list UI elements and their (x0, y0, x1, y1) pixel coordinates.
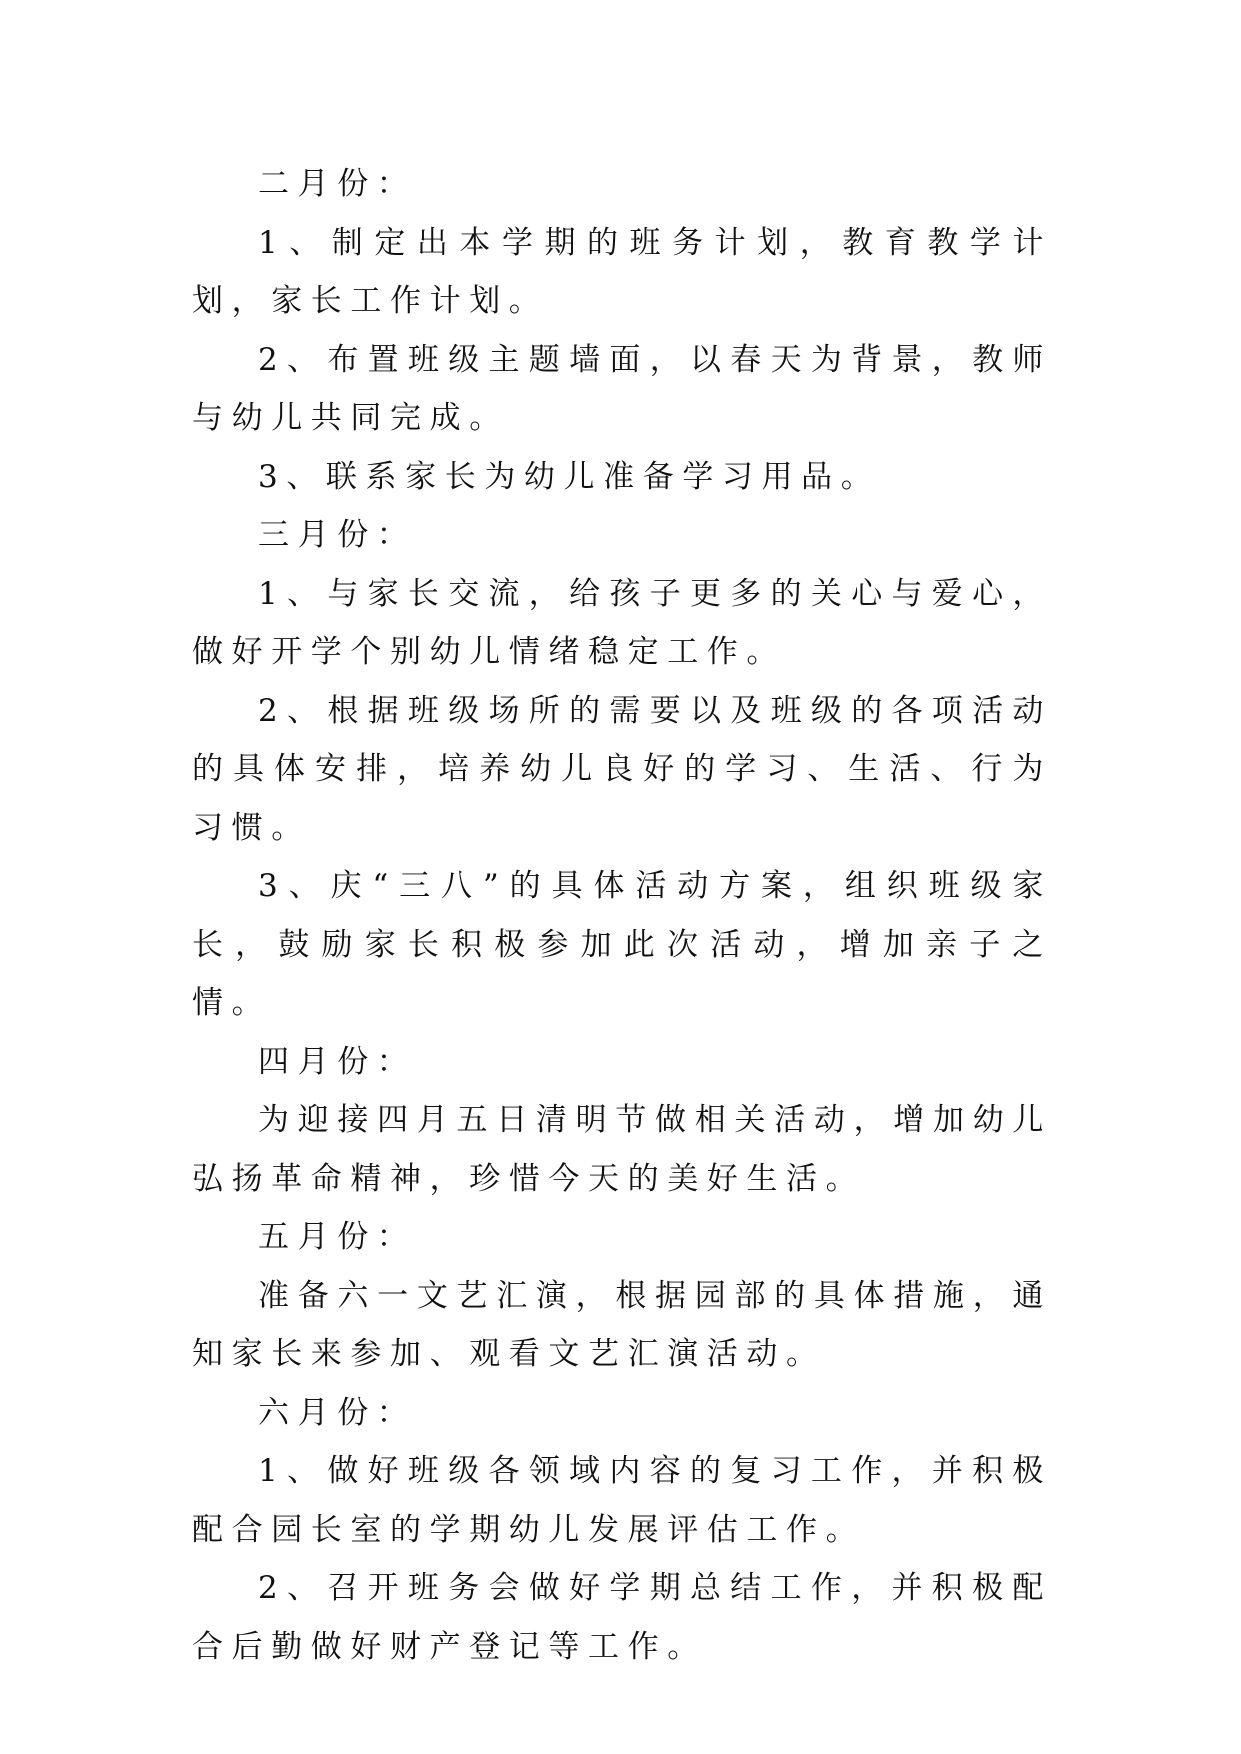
month-heading-may: 五月份： (258, 1219, 417, 1255)
month-heading-june: 六月份： (258, 1394, 417, 1431)
march-item-2: 2、根据班级场所的需要以及班级的各项活动的具体安排，培养幼儿良好的学习、生活、行为习惯。 (192, 692, 1052, 846)
february-item-1: 1、制定出本学期的班务计划，教育教学计划，家长工作计划。 (192, 224, 1052, 319)
june-item-1: 1、做好班级各领域内容的复习工作，并积极配合园长室的学期幼儿发展评估工作。 (192, 1453, 1052, 1548)
document-body (192, 155, 1052, 1676)
june-item-2: 2、召开班务会做好学期总结工作，并积极配合后勤做好财产登记等工作。 (192, 1570, 1052, 1665)
month-heading-april: 四月份： (258, 1043, 417, 1080)
month-heading-february: 二月份： (258, 166, 417, 202)
april-item-1: 为迎接四月五日清明节做相关活动，增加幼儿弘扬革命精神，珍惜今天的美好生活。 (192, 1102, 1052, 1197)
may-item-1: 准备六一文艺汇演，根据园部的具体措施，通知家长来参加、观看文艺汇演活动。 (192, 1277, 1052, 1372)
february-item-2: 2、布置班级主题墙面，以春天为背景，教师与幼儿共同完成。 (192, 341, 1052, 436)
march-item-3: 3、庆“三八”的具体活动方案，组织班级家长，鼓励家长积极参加此次活动，增加亲子之情。 (192, 868, 1052, 1021)
march-item-1: 1、与家长交流，给孩子更多的关心与爱心，做好开学个别幼儿情绪稳定工作。 (192, 575, 1052, 670)
february-item-3: 3、联系家长为幼儿准备学习用品。 (258, 458, 881, 495)
month-heading-march: 三月份： (258, 517, 417, 553)
